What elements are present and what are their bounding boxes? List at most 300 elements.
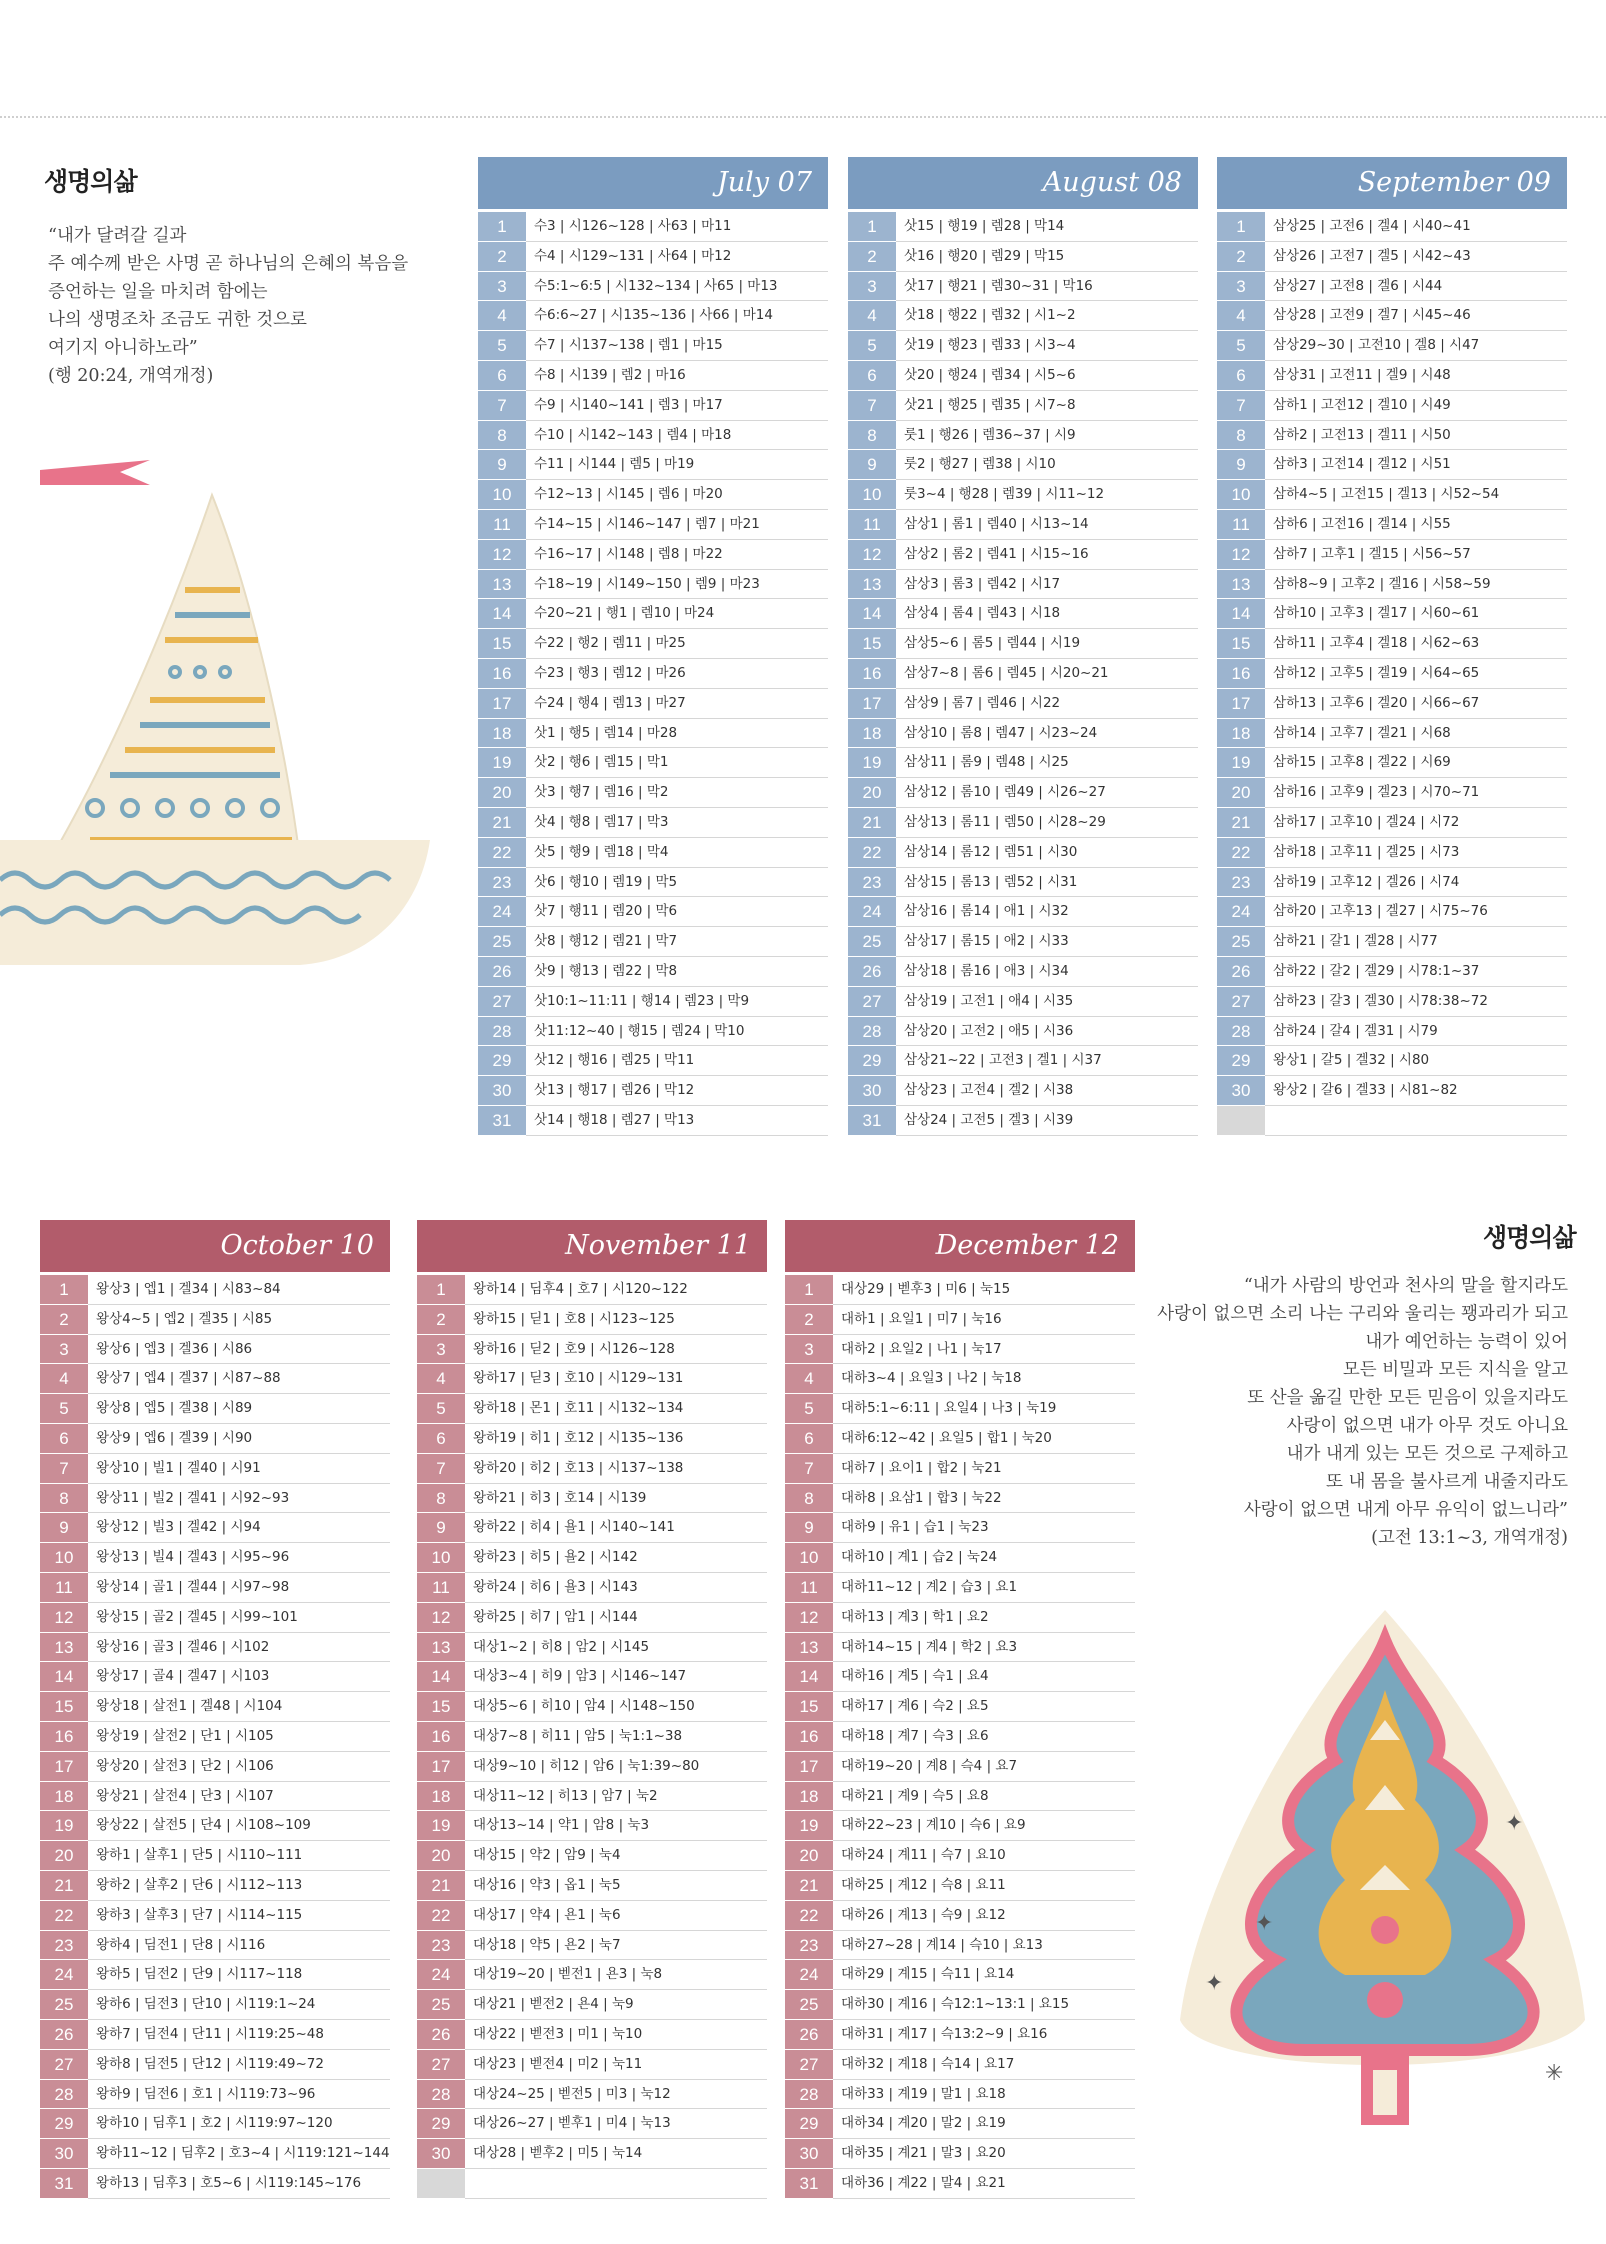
top-dotted-divider xyxy=(0,116,1606,118)
reading-text: 삼상23 | 고전4 | 겔2 | 시38 xyxy=(904,1082,1074,1099)
reading-row xyxy=(417,2139,767,2169)
reading-row xyxy=(40,2020,390,2050)
reading-text: 삿5 | 행9 | 렘18 | 막4 xyxy=(534,843,669,860)
reading-text: 대하29 | 계15 | 슥11 | 요14 xyxy=(841,1966,1015,1983)
reading-text: 삼상18 | 롬16 | 애3 | 시34 xyxy=(904,962,1069,979)
reading-text: 왕하21 | 히3 | 호14 | 시139 xyxy=(473,1489,647,1506)
bottom-quote xyxy=(1157,1272,1568,1552)
day-number: 28 xyxy=(785,2080,833,2110)
reading-text: 수7 | 시137~138 | 렘1 | 마15 xyxy=(534,337,723,354)
reading-row xyxy=(785,1305,1135,1335)
reading-row xyxy=(785,1901,1135,1931)
reading-text: 왕하13 | 딤후3 | 호5~6 | 시119:145~176 xyxy=(96,2174,362,2191)
reading-row xyxy=(40,1424,390,1454)
month-header: August 08 xyxy=(848,157,1198,209)
day-number: 13 xyxy=(417,1633,465,1663)
reading-row xyxy=(1217,808,1567,838)
reading-text: 왕하6 | 딤전3 | 단10 | 시119:1~24 xyxy=(96,1996,316,2013)
day-number: 6 xyxy=(478,361,526,391)
day-number: 10 xyxy=(417,1543,465,1573)
day-number: 24 xyxy=(1217,897,1265,927)
day-number: 11 xyxy=(417,1573,465,1603)
day-number: 16 xyxy=(785,1722,833,1752)
day-number: 29 xyxy=(40,2109,88,2139)
day-number: 31 xyxy=(478,1106,526,1136)
reading-row xyxy=(40,1871,390,1901)
reading-row xyxy=(848,570,1198,600)
month-november xyxy=(417,1220,767,2199)
reading-text: 수23 | 행3 | 렘12 | 마26 xyxy=(534,664,686,681)
month-body xyxy=(40,1275,390,2199)
reading-text: 삿19 | 행23 | 렘33 | 시3~4 xyxy=(904,337,1076,354)
reading-row xyxy=(785,2139,1135,2169)
reading-text: 왕하8 | 딤전5 | 단12 | 시119:49~72 xyxy=(96,2055,324,2072)
reading-text: 대하33 | 계19 | 말1 | 요18 xyxy=(841,2085,1006,2102)
reading-text: 대상17 | 약4 | 욘1 | 눅6 xyxy=(473,1906,621,1923)
reading-text: 대하34 | 계20 | 말2 | 요19 xyxy=(841,2115,1006,2132)
day-number: 28 xyxy=(417,2080,465,2110)
reading-text: 대하19~20 | 계8 | 슥4 | 요7 xyxy=(841,1757,1018,1774)
day-number: 13 xyxy=(848,570,896,600)
day-number: 4 xyxy=(1217,301,1265,331)
day-number xyxy=(417,2169,465,2199)
reading-text: 삼하16 | 고후9 | 겔23 | 시70~71 xyxy=(1273,784,1480,801)
day-number: 13 xyxy=(1217,570,1265,600)
day-number: 11 xyxy=(848,510,896,540)
reading-text: 왕하15 | 딛1 | 호8 | 시123~125 xyxy=(473,1310,675,1327)
reading-text: 삼상2 | 롬2 | 렘41 | 시15~16 xyxy=(904,545,1089,562)
reading-row xyxy=(40,1841,390,1871)
day-number: 4 xyxy=(417,1364,465,1394)
day-number: 30 xyxy=(1217,1076,1265,1106)
reading-row xyxy=(478,838,828,868)
reading-row xyxy=(417,1454,767,1484)
day-number: 2 xyxy=(785,1305,833,1335)
reading-row xyxy=(785,1424,1135,1454)
reading-row xyxy=(848,272,1198,302)
reading-row xyxy=(848,331,1198,361)
day-number: 7 xyxy=(785,1454,833,1484)
reading-text: 삼상27 | 고전8 | 겔6 | 시44 xyxy=(1273,277,1443,294)
day-number: 9 xyxy=(848,450,896,480)
month-body xyxy=(478,212,828,1136)
day-number: 14 xyxy=(848,599,896,629)
reading-text: 왕하2 | 살후2 | 단6 | 시112~113 xyxy=(96,1876,303,1893)
reading-row xyxy=(40,1931,390,1961)
reading-row xyxy=(40,1662,390,1692)
reading-text: 왕상18 | 살전1 | 겔48 | 시104 xyxy=(96,1698,283,1715)
reading-text: 왕하5 | 딤전2 | 단9 | 시117~118 xyxy=(96,1966,303,1983)
day-number: 23 xyxy=(417,1931,465,1961)
reading-row xyxy=(1217,421,1567,451)
day-number: 20 xyxy=(40,1841,88,1871)
reading-text: 왕상11 | 빌2 | 겔41 | 시92~93 xyxy=(96,1489,290,1506)
day-number: 2 xyxy=(417,1305,465,1335)
day-number: 11 xyxy=(1217,510,1265,540)
month-body xyxy=(785,1275,1135,2199)
reading-row xyxy=(417,1722,767,1752)
day-number: 7 xyxy=(417,1454,465,1484)
day-number: 18 xyxy=(1217,719,1265,749)
reading-row xyxy=(478,1046,828,1076)
day-number: 27 xyxy=(1217,987,1265,1017)
reading-row xyxy=(848,629,1198,659)
day-number: 16 xyxy=(40,1722,88,1752)
day-number: 27 xyxy=(40,2050,88,2080)
reading-text: 대상28 | 벧후2 | 미5 | 눅14 xyxy=(473,2145,643,2162)
reading-text: 왕하17 | 딛3 | 호10 | 시129~131 xyxy=(473,1370,684,1387)
day-number: 30 xyxy=(848,1076,896,1106)
day-number: 9 xyxy=(40,1513,88,1543)
day-number: 19 xyxy=(40,1811,88,1841)
quote-line: 내가 예언하는 능력이 있어 xyxy=(1365,1332,1568,1352)
reading-text: 대하8 | 요삼1 | 합3 | 눅22 xyxy=(841,1489,1002,1506)
reading-text: 삿10:1~11:11 | 행14 | 렘23 | 막9 xyxy=(534,992,750,1009)
quote-line: 사랑이 없으면 내가 아무 것도 아니요 xyxy=(1286,1416,1568,1436)
reading-row xyxy=(478,570,828,600)
reading-row xyxy=(40,2139,390,2169)
reading-row xyxy=(417,1990,767,2020)
quote-line: 사랑이 없으면 소리 나는 구리와 울리는 꽹과리가 되고 xyxy=(1157,1304,1568,1324)
reading-text: 삿1 | 행5 | 렘14 | 마28 xyxy=(534,724,678,741)
reading-row xyxy=(1217,1106,1567,1136)
reading-text: 삿14 | 행18 | 렘27 | 막13 xyxy=(534,1111,695,1128)
reading-text: 왕상7 | 엡4 | 겔37 | 시87~88 xyxy=(96,1370,281,1387)
reading-text: 왕상6 | 엡3 | 겔36 | 시86 xyxy=(96,1340,253,1357)
reading-row xyxy=(1217,301,1567,331)
reading-text: 대하35 | 계21 | 말3 | 요20 xyxy=(841,2145,1006,2162)
reading-text: 삿7 | 행11 | 렘20 | 막6 xyxy=(534,903,678,920)
reading-row xyxy=(1217,748,1567,778)
reading-text xyxy=(465,2169,767,2198)
day-number: 24 xyxy=(478,897,526,927)
reading-row xyxy=(417,1931,767,1961)
reading-text: 수24 | 행4 | 렘13 | 마27 xyxy=(534,694,686,711)
day-number: 5 xyxy=(848,331,896,361)
reading-text: 삿3 | 행7 | 렘16 | 막2 xyxy=(534,784,669,801)
reading-text: 대하21 | 계9 | 슥5 | 요8 xyxy=(841,1787,989,1804)
reading-text: 왕하18 | 몬1 | 호11 | 시132~134 xyxy=(473,1400,684,1417)
reading-row xyxy=(40,1782,390,1812)
reading-row xyxy=(40,1275,390,1305)
day-number: 24 xyxy=(785,1960,833,1990)
day-number: 19 xyxy=(848,748,896,778)
reading-row xyxy=(785,1960,1135,1990)
month-body xyxy=(417,1275,767,2199)
reading-row xyxy=(785,1335,1135,1365)
month-september xyxy=(1217,157,1567,1136)
reading-text: 삼상4 | 롬4 | 렘43 | 시18 xyxy=(904,605,1061,622)
reading-text: 대하16 | 계5 | 슥1 | 요4 xyxy=(841,1668,989,1685)
day-number: 14 xyxy=(785,1662,833,1692)
reading-row xyxy=(478,421,828,451)
reading-text: 왕상10 | 빌1 | 겔40 | 시91 xyxy=(96,1459,261,1476)
reading-row xyxy=(1217,212,1567,242)
reading-text: 대상13~14 | 약1 | 암8 | 눅3 xyxy=(473,1817,650,1834)
reading-row xyxy=(417,1960,767,1990)
month-august xyxy=(848,157,1198,1136)
reading-row xyxy=(40,2080,390,2110)
reading-text: 대상24~25 | 벧전5 | 미3 | 눅12 xyxy=(473,2085,671,2102)
month-december xyxy=(785,1220,1135,2199)
day-number: 19 xyxy=(478,748,526,778)
reading-row xyxy=(417,1841,767,1871)
day-number: 23 xyxy=(40,1931,88,1961)
reading-row xyxy=(848,1017,1198,1047)
quote-line: 증언하는 일을 마치려 함에는 xyxy=(48,282,268,302)
reading-text: 대하17 | 계6 | 슥2 | 요5 xyxy=(841,1698,989,1715)
reading-text: 삿2 | 행6 | 렘15 | 막1 xyxy=(534,754,669,771)
reading-text: 왕상15 | 골2 | 겔45 | 시99~101 xyxy=(96,1608,298,1625)
reading-row xyxy=(478,1076,828,1106)
reading-row xyxy=(478,599,828,629)
reading-row xyxy=(848,868,1198,898)
reading-row xyxy=(40,1335,390,1365)
day-number: 1 xyxy=(848,212,896,242)
day-number: 4 xyxy=(478,301,526,331)
day-number: 6 xyxy=(1217,361,1265,391)
day-number: 6 xyxy=(848,361,896,391)
reading-row xyxy=(478,1106,828,1136)
day-number: 19 xyxy=(417,1811,465,1841)
reading-text: 왕하11~12 | 딤후2 | 호3~4 | 시119:121~144 xyxy=(96,2145,390,2162)
reading-row xyxy=(478,480,828,510)
reading-text: 삼하7 | 고후1 | 겔15 | 시56~57 xyxy=(1273,545,1471,562)
reading-text: 삿9 | 행13 | 렘22 | 막8 xyxy=(534,962,678,979)
reading-text: 수16~17 | 시148 | 렘8 | 마22 xyxy=(534,545,723,562)
reading-row xyxy=(478,242,828,272)
reading-row xyxy=(417,2020,767,2050)
month-header: December 12 xyxy=(785,1220,1135,1272)
day-number: 29 xyxy=(417,2109,465,2139)
reading-text: 왕하10 | 딤후1 | 호2 | 시119:97~120 xyxy=(96,2115,333,2132)
day-number: 26 xyxy=(478,957,526,987)
quote-line: “내가 사람의 방언과 천사의 말을 할지라도 xyxy=(1243,1276,1568,1296)
reading-row xyxy=(785,1871,1135,1901)
reading-row xyxy=(1217,361,1567,391)
reading-text: 삼상10 | 롬8 | 렘47 | 시23~24 xyxy=(904,724,1098,741)
day-number: 27 xyxy=(478,987,526,1017)
reading-row xyxy=(478,540,828,570)
reading-text: 수8 | 시139 | 렘2 | 마16 xyxy=(534,366,686,383)
reading-row xyxy=(1217,450,1567,480)
reading-text: 대하18 | 계7 | 슥3 | 요6 xyxy=(841,1727,989,1744)
day-number: 31 xyxy=(848,1106,896,1136)
sailboat-icon xyxy=(0,440,440,1000)
bottom-logo: 생명의삶 xyxy=(1483,1223,1576,1252)
reading-row xyxy=(785,1603,1135,1633)
reading-text: 대상23 | 벧전4 | 미2 | 눅11 xyxy=(473,2055,643,2072)
quote-line: 내가 내게 있는 모든 것으로 구제하고 xyxy=(1286,1444,1568,1464)
reading-row xyxy=(417,1901,767,1931)
reading-text: 대하14~15 | 계4 | 학2 | 요3 xyxy=(841,1638,1018,1655)
reading-row xyxy=(478,1017,828,1047)
day-number: 18 xyxy=(848,719,896,749)
reading-row xyxy=(417,1603,767,1633)
reading-text: 왕상21 | 살전4 | 단3 | 시107 xyxy=(96,1787,274,1804)
day-number: 12 xyxy=(417,1603,465,1633)
reading-row xyxy=(478,719,828,749)
reading-row xyxy=(785,1394,1135,1424)
day-number: 26 xyxy=(1217,957,1265,987)
reading-row xyxy=(785,1692,1135,1722)
reading-row xyxy=(40,1692,390,1722)
reading-row xyxy=(1217,570,1567,600)
reading-row xyxy=(478,510,828,540)
reading-text: 삼상13 | 롬11 | 렘50 | 시28~29 xyxy=(904,813,1106,830)
reading-row xyxy=(40,1752,390,1782)
day-number: 3 xyxy=(785,1335,833,1365)
reading-row xyxy=(40,1543,390,1573)
day-number: 17 xyxy=(417,1752,465,1782)
reading-row xyxy=(1217,927,1567,957)
day-number: 21 xyxy=(1217,808,1265,838)
reading-text: 왕하20 | 히2 | 호13 | 시137~138 xyxy=(473,1459,684,1476)
day-number: 20 xyxy=(785,1841,833,1871)
quote-line: 여기지 아니하노라” xyxy=(48,338,198,358)
reading-text: 대하5:1~6:11 | 요일4 | 나3 | 눅19 xyxy=(841,1400,1057,1417)
reading-row xyxy=(1217,659,1567,689)
quote-line: 모든 비밀과 모든 지식을 알고 xyxy=(1342,1360,1568,1380)
day-number: 16 xyxy=(478,659,526,689)
reading-text: 삼하17 | 고후10 | 겔24 | 시72 xyxy=(1273,813,1460,830)
day-number: 30 xyxy=(40,2139,88,2169)
reading-text: 삼하14 | 고후7 | 겔21 | 시68 xyxy=(1273,724,1451,741)
quote-line: 나의 생명조차 조금도 귀한 것으로 xyxy=(48,310,307,330)
reading-row xyxy=(478,272,828,302)
reading-text: 삿17 | 행21 | 렘30~31 | 막16 xyxy=(904,277,1093,294)
reading-row xyxy=(417,1543,767,1573)
reading-text: 삼하13 | 고후6 | 겔20 | 시66~67 xyxy=(1273,694,1480,711)
reading-text: 삼하11 | 고후4 | 겔18 | 시62~63 xyxy=(1273,635,1480,652)
reading-text: 삼하1 | 고전12 | 겔10 | 시49 xyxy=(1273,396,1451,413)
reading-text: 대하24 | 계11 | 슥7 | 요10 xyxy=(841,1847,1006,1864)
reading-text: 삼하18 | 고후11 | 겔25 | 시73 xyxy=(1273,843,1460,860)
reading-text: 왕상12 | 빌3 | 겔42 | 시94 xyxy=(96,1519,261,1536)
reading-text: 삼상25 | 고전6 | 겔4 | 시40~41 xyxy=(1273,218,1471,234)
reading-text: 수4 | 시129~131 | 사64 | 마12 xyxy=(534,247,732,264)
reading-row xyxy=(40,1722,390,1752)
day-number: 5 xyxy=(785,1394,833,1424)
reading-text: 대상19~20 | 벧전1 | 욘3 | 눅8 xyxy=(473,1966,663,1983)
reading-row xyxy=(417,1662,767,1692)
day-number: 25 xyxy=(417,1990,465,2020)
reading-row xyxy=(848,480,1198,510)
reading-row xyxy=(478,778,828,808)
reading-row xyxy=(478,659,828,689)
reading-text: 왕하16 | 딛2 | 호9 | 시126~128 xyxy=(473,1340,675,1357)
reading-text: 왕하1 | 살후1 | 단5 | 시110~111 xyxy=(96,1847,303,1864)
reading-row xyxy=(417,1275,767,1305)
reading-row xyxy=(1217,629,1567,659)
day-number: 1 xyxy=(40,1275,88,1305)
reading-row xyxy=(417,1424,767,1454)
reading-text: 대하11~12 | 계2 | 습3 | 요1 xyxy=(841,1578,1018,1595)
reading-text: 삼상12 | 롬10 | 렘49 | 시26~27 xyxy=(904,784,1106,801)
reading-row xyxy=(478,450,828,480)
reading-row xyxy=(417,1782,767,1812)
reading-row xyxy=(1217,957,1567,987)
reading-text: 대상18 | 약5 | 욘2 | 눅7 xyxy=(473,1936,621,1953)
reading-text: 왕하23 | 히5 | 욜2 | 시142 xyxy=(473,1549,638,1566)
reading-text: 삼상9 | 롬7 | 렘46 | 시22 xyxy=(904,694,1061,711)
reading-row xyxy=(785,2080,1135,2110)
day-number: 22 xyxy=(478,838,526,868)
month-header: July 07 xyxy=(478,157,828,209)
day-number: 11 xyxy=(40,1573,88,1603)
reading-row xyxy=(40,1960,390,1990)
day-number: 28 xyxy=(40,2080,88,2110)
day-number: 29 xyxy=(1217,1046,1265,1076)
reading-text: 삿20 | 행24 | 렘34 | 시5~6 xyxy=(904,366,1076,383)
reading-text: 삼하22 | 갈2 | 겔29 | 시78:1~37 xyxy=(1273,962,1480,979)
reading-row xyxy=(848,808,1198,838)
reading-text: 수14~15 | 시146~147 | 렘7 | 마21 xyxy=(534,515,760,532)
reading-row xyxy=(1217,331,1567,361)
day-number: 20 xyxy=(1217,778,1265,808)
reading-row xyxy=(417,1811,767,1841)
day-number: 15 xyxy=(40,1692,88,1722)
quote-line: (행 20:24, 개역개정) xyxy=(48,366,214,386)
day-number: 17 xyxy=(785,1752,833,1782)
reading-text: 삿21 | 행25 | 렘35 | 시7~8 xyxy=(904,396,1076,413)
day-number: 15 xyxy=(417,1692,465,1722)
reading-text: 수18~19 | 시149~150 | 렘9 | 마23 xyxy=(534,575,760,592)
day-number: 12 xyxy=(848,540,896,570)
reading-text: 삿16 | 행20 | 렘29 | 막15 xyxy=(904,247,1065,264)
reading-text: 왕상1 | 갈5 | 겔32 | 시80 xyxy=(1273,1052,1430,1069)
reading-row xyxy=(785,1484,1135,1514)
day-number: 6 xyxy=(40,1424,88,1454)
reading-row xyxy=(785,1811,1135,1841)
reading-text: 왕상14 | 골1 | 겔44 | 시97~98 xyxy=(96,1578,290,1595)
day-number: 3 xyxy=(848,272,896,302)
reading-row xyxy=(478,212,828,242)
reading-text: 수10 | 시142~143 | 렘4 | 마18 xyxy=(534,426,732,443)
quote-line: 사랑이 없으면 내게 아무 유익이 없느니라” xyxy=(1243,1500,1568,1520)
day-number: 5 xyxy=(1217,331,1265,361)
day-number: 15 xyxy=(1217,629,1265,659)
day-number: 7 xyxy=(478,391,526,421)
quote-line: “내가 달려갈 길과 xyxy=(48,226,187,246)
day-number: 5 xyxy=(417,1394,465,1424)
reading-row xyxy=(417,1364,767,1394)
day-number: 25 xyxy=(848,927,896,957)
day-number: 9 xyxy=(478,450,526,480)
day-number: 23 xyxy=(785,1931,833,1961)
reading-text: 대상1~2 | 히8 | 암2 | 시145 xyxy=(473,1638,650,1655)
reading-text: 수22 | 행2 | 렘11 | 마25 xyxy=(534,635,686,652)
reading-text: 왕상2 | 갈6 | 겔33 | 시81~82 xyxy=(1273,1082,1458,1099)
day-number: 16 xyxy=(417,1722,465,1752)
reading-row xyxy=(785,1722,1135,1752)
day-number xyxy=(1217,1106,1265,1136)
month-october xyxy=(40,1220,390,2199)
day-number: 6 xyxy=(417,1424,465,1454)
month-body xyxy=(848,212,1198,1136)
reading-row xyxy=(40,2169,390,2199)
day-number: 23 xyxy=(478,868,526,898)
day-number: 17 xyxy=(1217,689,1265,719)
day-number: 10 xyxy=(848,480,896,510)
reading-text: 삼상31 | 고전11 | 겔9 | 시48 xyxy=(1273,366,1451,383)
reading-row xyxy=(40,2050,390,2080)
day-number: 19 xyxy=(1217,748,1265,778)
reading-row xyxy=(785,1275,1135,1305)
day-number: 9 xyxy=(785,1513,833,1543)
day-number: 18 xyxy=(40,1782,88,1812)
reading-row xyxy=(417,2169,767,2199)
